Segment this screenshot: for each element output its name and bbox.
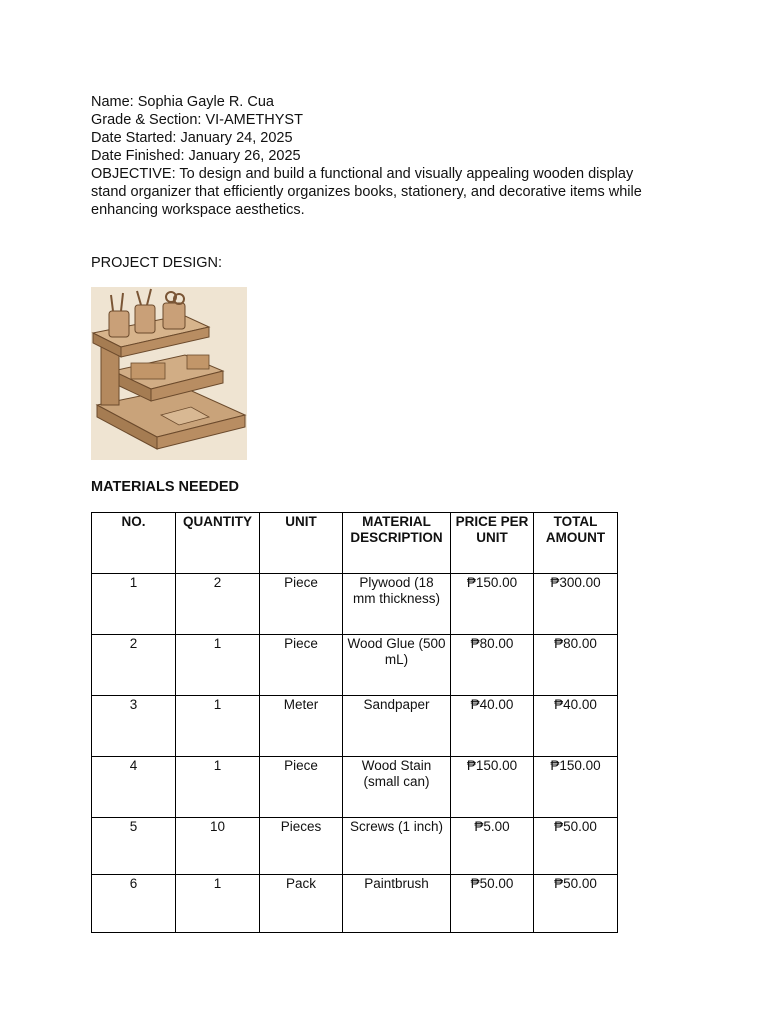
- table-cell: 1: [176, 695, 260, 756]
- table-cell: ₱50.00: [451, 874, 534, 932]
- project-design-image: [91, 287, 247, 460]
- table-cell: Piece: [260, 573, 343, 634]
- table-cell: 3: [92, 695, 176, 756]
- table-cell: ₱300.00: [534, 573, 618, 634]
- table-cell: ₱80.00: [534, 634, 618, 695]
- objective: OBJECTIVE: To design and build a functional and visually appealing wooden display stand organizer that efficiently organizes books, stationery, and decorative items while enhancing workspace aesthetics.: [91, 166, 642, 218]
- date-started: Date Started: January 24, 2025: [91, 130, 293, 146]
- table-cell: 6: [92, 874, 176, 932]
- table-cell: Meter: [260, 695, 343, 756]
- table-cell: ₱50.00: [534, 817, 618, 874]
- column-header: PRICE PER UNIT: [451, 512, 534, 573]
- table-cell: 1: [92, 573, 176, 634]
- table-cell: Wood Glue (500 mL): [343, 634, 451, 695]
- table-cell: Wood Stain (small can): [343, 756, 451, 817]
- table-cell: Sandpaper: [343, 695, 451, 756]
- table-cell: ₱150.00: [451, 573, 534, 634]
- table-cell: 4: [92, 756, 176, 817]
- table-header-row: [92, 512, 618, 573]
- table-cell: 1: [176, 756, 260, 817]
- table-cell: Pack: [260, 874, 343, 932]
- table-cell: 1: [176, 874, 260, 932]
- column-header: MATERIAL DESCRIPTION: [343, 512, 451, 573]
- table-cell: Plywood (18 mm thickness): [343, 573, 451, 634]
- table-cell: ₱80.00: [451, 634, 534, 695]
- grade-section: Grade & Section: VI-AMETHYST: [91, 112, 303, 128]
- table-cell: 2: [92, 634, 176, 695]
- table-cell: Screws (1 inch): [343, 817, 451, 874]
- document-page: [91, 93, 691, 933]
- table-row: [92, 817, 618, 874]
- table-cell: Piece: [260, 634, 343, 695]
- student-name: Name: Sophia Gayle R. Cua: [91, 94, 274, 110]
- table-cell: ₱40.00: [534, 695, 618, 756]
- column-header: UNIT: [260, 512, 343, 573]
- table-row: [92, 874, 618, 932]
- table-cell: 2: [176, 573, 260, 634]
- materials-heading: MATERIALS NEEDED: [91, 478, 239, 495]
- table-cell: ₱150.00: [534, 756, 618, 817]
- column-header: QUANTITY: [176, 512, 260, 573]
- table-cell: Piece: [260, 756, 343, 817]
- table-cell: 5: [92, 817, 176, 874]
- table-cell: ₱150.00: [451, 756, 534, 817]
- date-finished: Date Finished: January 26, 2025: [91, 148, 301, 164]
- column-header: TOTAL AMOUNT: [534, 512, 618, 573]
- table-row: [92, 756, 618, 817]
- table-cell: 10: [176, 817, 260, 874]
- table-cell: ₱5.00: [451, 817, 534, 874]
- table-cell: Paintbrush: [343, 874, 451, 932]
- table-cell: ₱50.00: [534, 874, 618, 932]
- materials-table: [91, 512, 618, 933]
- table-row: [92, 634, 618, 695]
- table-row: [92, 695, 618, 756]
- project-design-label: PROJECT DESIGN:: [91, 255, 223, 271]
- table-cell: ₱40.00: [451, 695, 534, 756]
- table-cell: Pieces: [260, 817, 343, 874]
- table-cell: 1: [176, 634, 260, 695]
- column-header: NO.: [92, 512, 176, 573]
- table-row: [92, 573, 618, 634]
